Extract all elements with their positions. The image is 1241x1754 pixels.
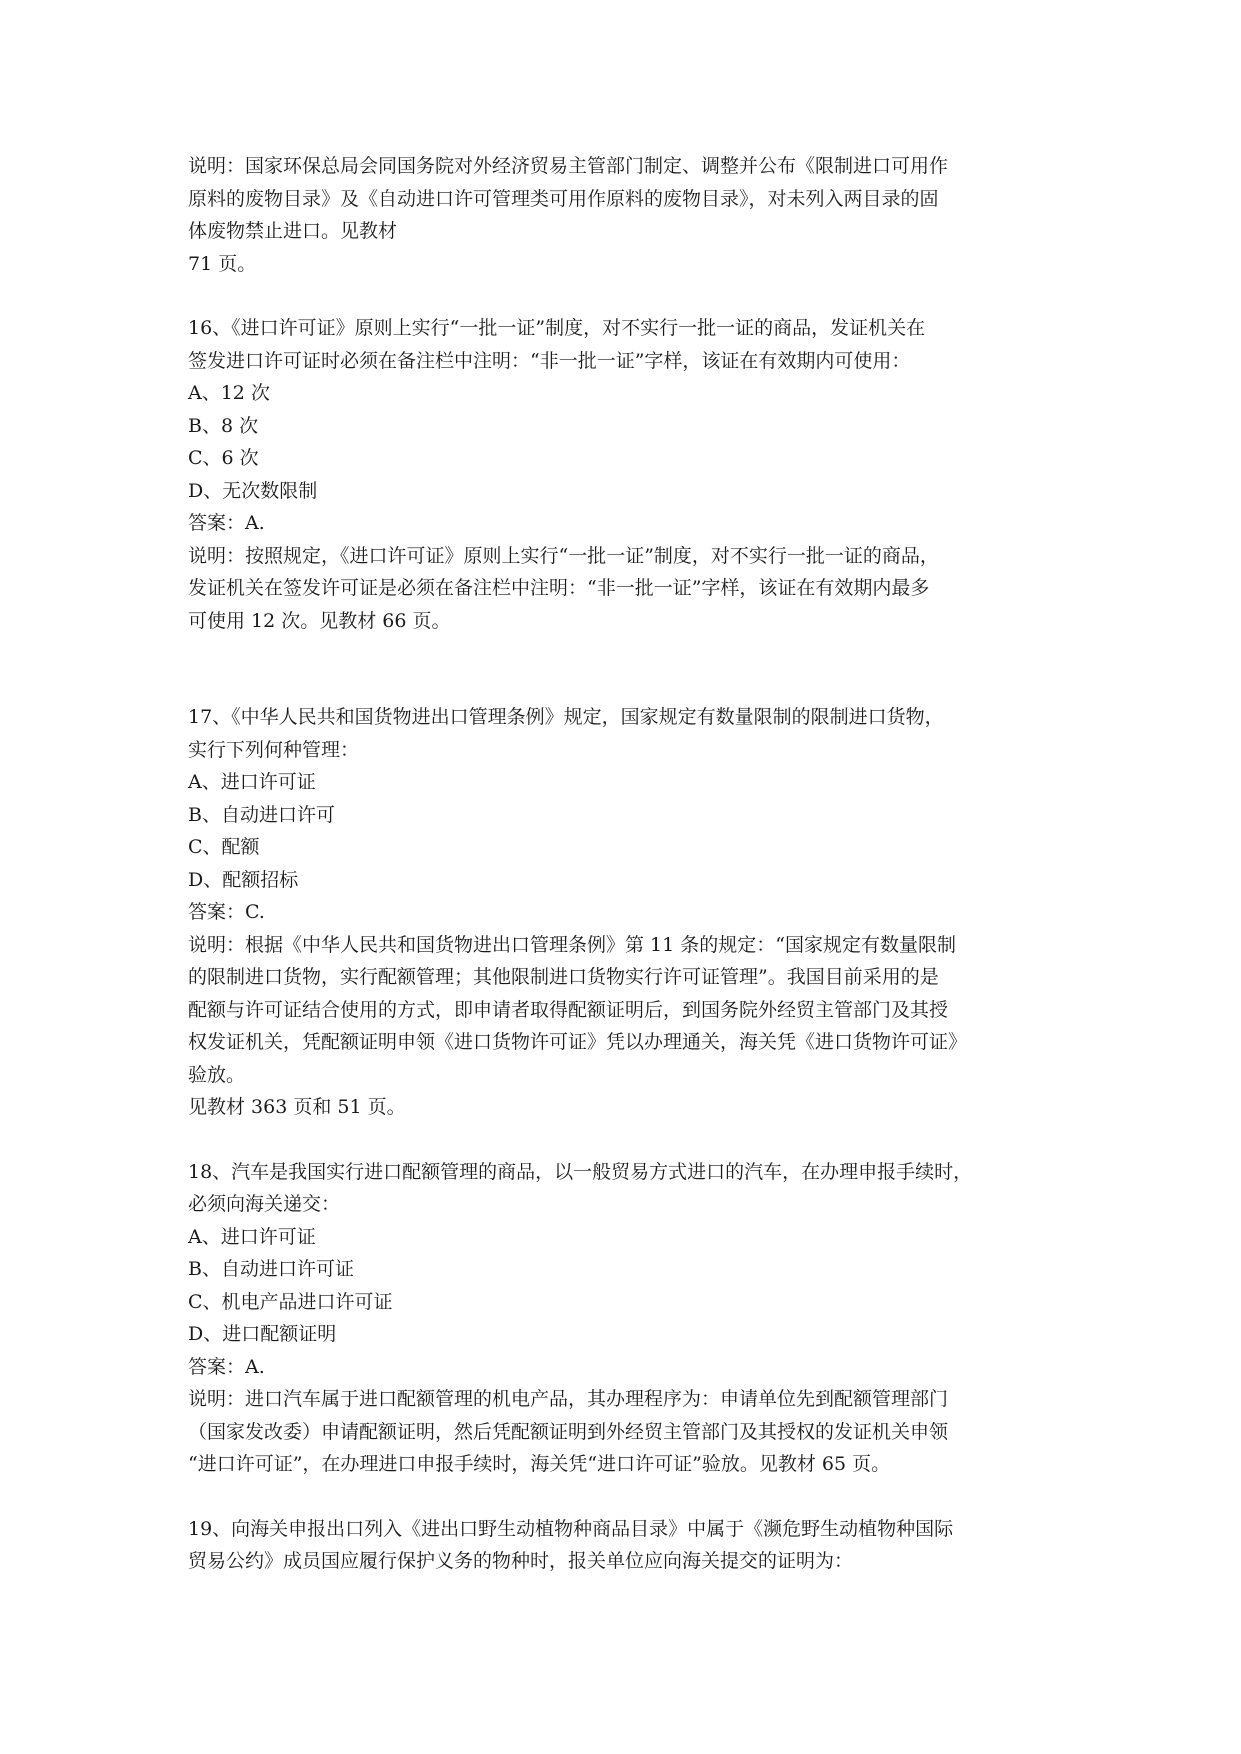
answer: 答案：A. [188,512,265,534]
question-stem: 必须向海关递交： [188,1193,341,1215]
explanation-line: 发证机关在签发许可证是必须在备注栏中注明：“非一批一证”字样，该证在有效期内最多 [188,577,930,599]
option-b: B、8 次 [188,414,259,437]
question-stem: 实行下列何种管理： [188,738,360,761]
text-line: 体废物禁止进口。见教材 [188,220,398,242]
explanation-line: 说明：按照规定，《进口许可证》原则上实行“一批一证”制度，对不实行一批一证的商品， [188,544,939,567]
question-stem: 18、汽车是我国实行进口配额管理的商品，以一般贸易方式进口的汽车，在办理申报手续时， [188,1160,973,1183]
document-page [188,150,1068,1578]
answer: 答案：C. [188,901,265,923]
explanation-line: 可使用 12 次。见教材 66 页。 [188,609,451,632]
option-d: D、进口配额证明 [188,1323,337,1345]
question-17 [188,701,1068,1124]
explanation-line: 权发证机关，凭配额证明申领《进口货物许可证》凭以办理通关，海关凭《进口货物许可证》 [188,1031,968,1053]
explanation-line: （国家发改委）申请配额证明，然后凭配额证明到外经贸主管部门及其授权的发证机关申领 [188,1420,949,1443]
intro-explanation [188,150,1068,280]
option-c: C、配额 [188,836,260,858]
question-stem: 16、《进口许可证》原则上实行“一批一证”制度，对不实行一批一证的商品，发证机关在 [188,317,926,339]
question-18 [188,1156,1068,1481]
option-c: C、机电产品进口许可证 [188,1290,393,1313]
option-b: B、自动进口许可证 [188,1258,354,1280]
explanation-line: 配额与许可证结合使用的方式，即申请者取得配额证明后，到国务院外经贸主管部门及其授 [188,998,949,1021]
option-a: A、进口许可证 [188,771,316,793]
option-d: D、配额招标 [188,868,299,891]
question-stem: 17、《中华人民共和国货物进出口管理条例》规定，国家规定有数量限制的限制进口货物， [188,706,944,728]
explanation-line: 见教材 363 页和 51 页。 [188,1096,406,1118]
text-line: 71 页。 [188,252,257,275]
question-stem: 签发进口许可证时必须在备注栏中注明：“非一批一证”字样，该证在有效期内可使用： [188,349,911,372]
option-b: B、自动进口许可 [188,803,335,826]
option-a: A、12 次 [188,382,270,404]
explanation-line: 验放。 [188,1063,246,1086]
text-line: 说明：国家环保总局会同国务院对外经济贸易主管部门制定、调整并公布《限制进口可用作 [188,155,949,177]
option-a: A、进口许可证 [188,1225,316,1248]
question-stem: 19、向海关申报出口列入《进出口野生动植物种商品目录》中属于《濒危野生动植物种国际 [188,1517,954,1540]
answer: 答案：A. [188,1355,265,1378]
explanation-line: 说明：根据《中华人民共和国货物进出口管理条例》第 11 条的规定：“国家规定有数量限制 [188,933,956,956]
question-stem: 贸易公约》成员国应履行保护义务的物种时，报关单位应向海关提交的证明为： [188,1550,854,1572]
explanation-line: 说明：进口汽车属于进口配额管理的机电产品，其办理程序为：申请单位先到配额管理部门 [188,1388,949,1410]
question-16 [188,312,1068,637]
question-19 [188,1513,1068,1578]
explanation-line: “进口许可证”，在办理进口申报手续时，海关凭“进口许可证”验放。见教材 65 页。 [188,1453,891,1475]
option-c: C、6 次 [188,447,259,469]
text-line: 原料的废物目录》及《自动进口许可管理类可用作原料的废物目录》，对未列入两目录的固 [188,187,939,210]
explanation-line: 的限制进口货物，实行配额管理；其他限制进口货物实行许可证管理”。我国目前采用的是 [188,966,939,988]
option-d: D、无次数限制 [188,479,318,502]
